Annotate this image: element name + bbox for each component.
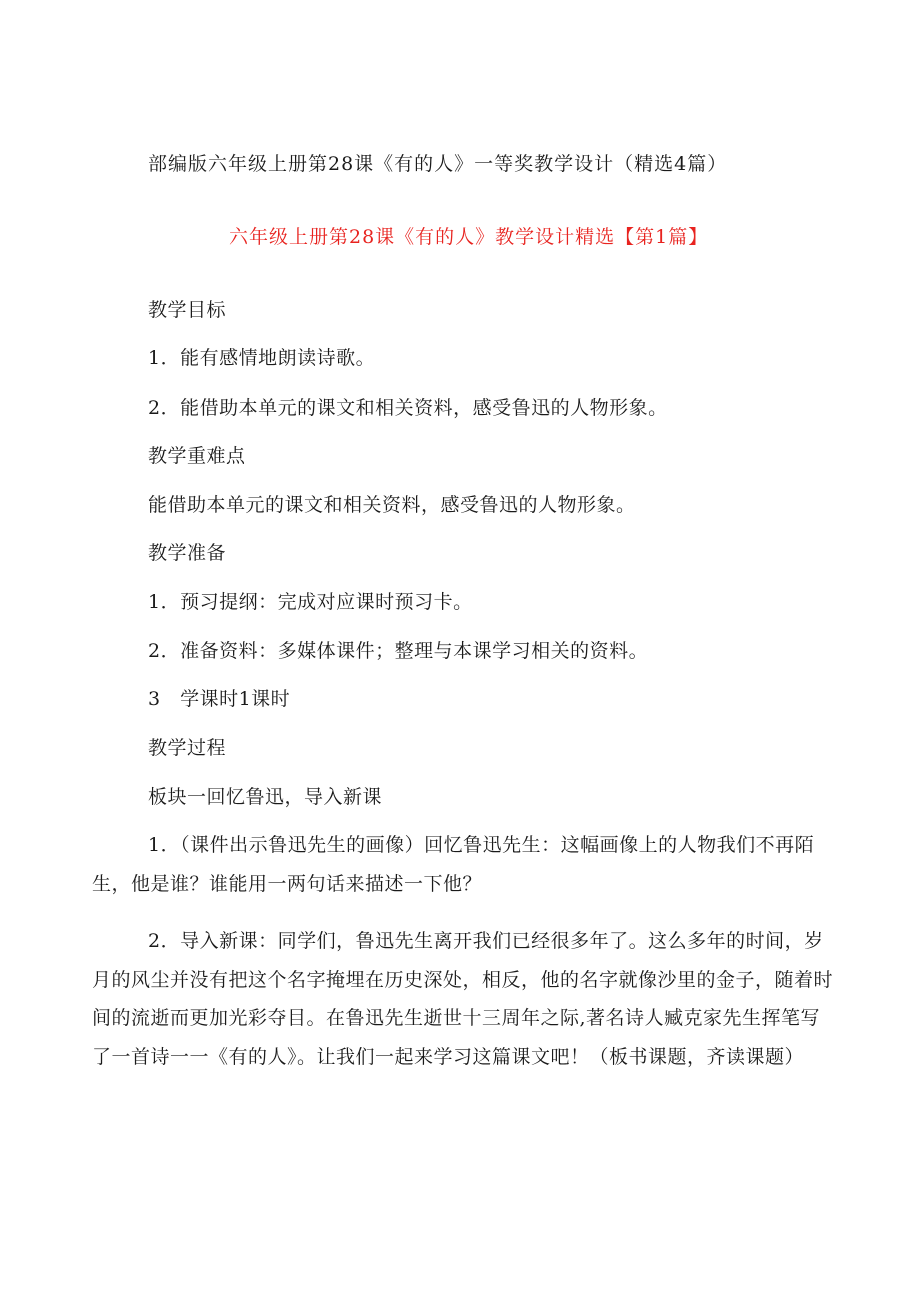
objective-item-1: 1．能有感情地朗读诗歌。 — [148, 347, 376, 369]
document-title: 部编版六年级上册第28课《有的人》一等奖教学设计（精选4篇） — [148, 153, 728, 175]
objective-item-2: 2．能借助本单元的课文和相关资料，感受鲁迅的人物形象。 — [148, 397, 668, 419]
preparation-heading: 教学准备 — [148, 542, 227, 564]
preparation-item-2: 2．准备资料：多媒体课件；整理与本课学习相关的资料。 — [148, 640, 649, 662]
objectives-heading: 教学目标 — [148, 299, 227, 321]
section-heading: 六年级上册第28课《有的人》教学设计精选【第1篇】 — [229, 226, 709, 248]
preparation-item-3: 3 学课时1课时 — [148, 688, 291, 710]
block-1-heading: 板块一回忆鲁迅，导入新课 — [148, 786, 383, 808]
process-heading: 教学过程 — [148, 737, 227, 759]
step-2-paragraph: 2．导入新课：同学们，鲁迅先生离开我们已经很多年了。这么多年的时间，岁月的风尘并没有把这个名字掩埋在历史深处，相反，他的名字就像沙里的金子，随着时间的流逝而更加光彩夺目。在鲁迅先生逝世十三周年之际,著名诗人臧克家先生挥笔写了一首诗一一《有的人》。让我们一起来学习这篇课文吧！（板书课题，齐读课题） — [92, 930, 834, 1068]
step-1-paragraph: 1．（课件出示鲁迅先生的画像）回忆鲁迅先生：这幅画像上的人物我们不再陌生，他是谁？谁能用一两句话来描述一下他？ — [92, 834, 815, 895]
key-points-heading: 教学重难点 — [148, 445, 246, 467]
preparation-item-1: 1．预习提纲：完成对应课时预习卡。 — [148, 591, 473, 613]
key-points-text: 能借助本单元的课文和相关资料，感受鲁迅的人物形象。 — [148, 494, 636, 516]
